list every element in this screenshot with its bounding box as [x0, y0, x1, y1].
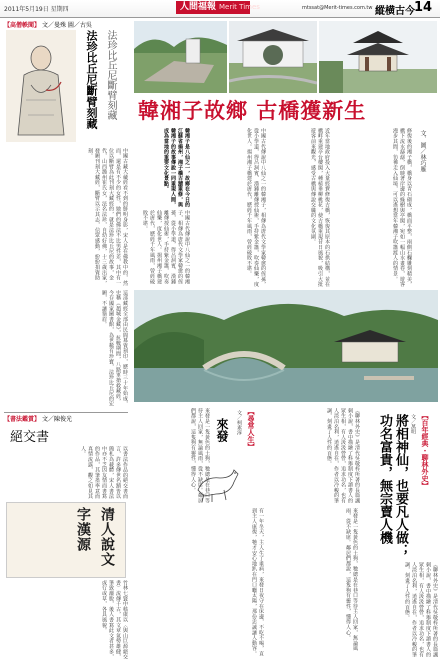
art-column-body-right: 中國古藏大蔵經看不到的鮮明身影，宋人是在佛教中的，然而，還是有不少的女性，她們的佛法不比男性差，其中有一位以斷臂為此刊刻大藏經的，就是法珍比丘尼的故事，金代，山西潞州崔氏女，法名法珍，自幼好佛，十三歲出家，發願刊刻大藏經，斷臂以示其志，信眾感動，紛紛捐資助刻。 — [87, 148, 128, 286]
book-column-byline: 文／陳俊光 — [41, 416, 72, 423]
book-column-body: 以書法作品的絕交書而言，許多傳世名蹟皆以簡札為載體，宋人書法中亦不乏因友情而書寫的作品，其筆墨率意而真情流露，觀之如見其人。 — [80, 446, 128, 499]
main-article-body-col2: 近年當地政府投入大量經費修復古橋，恢復其原本的石拱結構，並在橋畔重建亭台樓閣，種植垂柳桃花，使古橋重現昔日風貌，吸引大批遊客前來觀光，感受古橋與傳說交織的文化氛圍。 — [310, 128, 330, 287]
photo-pavilion — [319, 21, 437, 93]
book-column-tag: 【書法鑑賞】 — [4, 416, 41, 423]
tale-body: 來發是一隻黃色的土狗，牠總是在巷口等待主人回家，無論風雨，從不缺席。鄰居們都說，這隻狗有靈性，懂得人心。 — [190, 408, 210, 504]
calligraphy-text: 清人說文字漢源 — [75, 507, 115, 567]
photo-garden-bridge — [134, 21, 227, 93]
section-title: 縱横古今 — [375, 6, 415, 17]
photo-xiangzi-bridge — [134, 290, 438, 402]
tale-tag: 【尋常人生】 — [247, 408, 256, 450]
nun-painting — [6, 30, 76, 142]
main-article-body-col4: 中國古代傳說中八仙之一的韓湘子，相傳為唐代文學家韓愈的侄孫，從小學道，得呂洞賓、漢鍾離傳授仙術，手持紫金簫，吹奏仙樂，度化世人。揚州湘子橋建於唐代，歷經千年風雨，曾經破敗不堪。 — [142, 210, 190, 285]
left-column-divider — [4, 412, 128, 413]
main-article-body-col1: 中國古代傳說中八仙之一的韓湘子，相傳為唐代文學家韓愈的侄孫，從小學道，得呂洞賓、漢鍾離傳授仙術，手持紫金簫，吹奏仙樂，度化世人。揚州湘子橋建於唐代，歷經千年風雨，曾經破敗不堪。 — [246, 128, 266, 287]
tale-body-3: 來發是一隻黃色的土狗，牠總是在巷口等待主人回家，無論風雨，從不缺席。鄰居們都說，這隻狗有靈性，懂得人心。 — [345, 508, 358, 652]
main-headline: 韓湘子故鄉 古橋獲新生 — [138, 99, 367, 123]
main-article-byline: 文、圖／林巧雁 — [419, 130, 426, 172]
art-column-subtitle — [104, 30, 118, 140]
logo-en: Merit Times — [219, 3, 260, 11]
newspaper-logo — [176, 1, 260, 14]
tale-body-2: 有一年冬天，主人生了重病，來發日夜守在床邊，不吃不喝，直到主人康復，牠才安心地趴在門口曬太陽，那份忠誠讓人動容。 — [251, 508, 264, 657]
art-column-header — [4, 20, 92, 29]
fable-byline: 文／萬明 — [410, 414, 416, 434]
art-column-title: 法珍比丘尼斷臂刻藏 — [85, 30, 98, 129]
main-article-body-col3: 修復後的湘子橋，橋身以青石砌成，橋面平整，兩側石欄雕刻精美，橋下流水潺潺，倒映著岸邊的綠樹與亭閣，宛如一幅山水畫卷，遊客漫步其間，彷彿走入仙境，可以遙想當年韓湘子吹簫渡人的情景。 — [392, 128, 412, 287]
art-column-byline: 文／曼殊 圖／古吳 — [41, 22, 92, 29]
main-article-intro: 韓湘子是八仙之一，故鄉在今日的江蘇省揚州，湘子橋古蹟重修，與韓湘子的故事傳說一同重現人間，成為當地的重要文化景點。 — [163, 128, 190, 208]
fable-body: 《聊林外史》是清代吳敬梓所著的長篇諷刺小說，書中描繪了科舉制度下讀書人的眾生相，有人汲汲營營，追求功名，也有人淡泊名利，逍遙自在，作者以冷峻的筆調，刻畫了人性的百態。 — [326, 408, 360, 504]
logo-zh: 人間福報 — [180, 2, 217, 12]
art-column-title-echo: 法珍比丘尼斷臂刻藏 — [105, 30, 116, 120]
page-number: 14 — [414, 0, 433, 15]
fable-title: 將相神仙，也要凡人做；功名富貴，無宗賣人機 — [377, 414, 408, 557]
tale-byline: 文／柯素淳 — [236, 410, 242, 435]
book-column-body-after: 竹林七賢中嵇康以〈與山巨源絕交書〉流傳千古，其文章氣勢雄健，筆致灑脫，後人書寫此文者甚多，或行或草，各具風貌。 — [101, 580, 128, 660]
art-column-body-left: 這部藏經全部由民間募資刻印，歷時三十年始成，史稱《趙城金藏》，抗戰期間，八路軍搶救藏經，今存國家圖書館，為世稀有珍寶，法珍比丘尼的宏願，不讓鬚眉。 — [101, 290, 128, 407]
book-column-title: 絕交書 — [10, 430, 50, 445]
photo-moon-gate — [229, 21, 317, 93]
book-column-header — [4, 414, 72, 423]
issue-date: 2011年5月19日 星期四 — [4, 6, 69, 13]
art-column-tag: 【高僧軼聞】 — [4, 22, 41, 29]
fable-tag: 【百年經典・聊林外史】 — [421, 412, 430, 489]
contact-email: mtssat@Merit-times.com.tw — [302, 5, 373, 11]
tale-title: 來發 — [215, 418, 229, 442]
fable-body-continued: 《聊林外史》是清代吳敬梓所著的長篇諷刺小說，書中描繪了科舉制度下讀書人的眾生相，有人汲汲營營，追求功名，也有人淡泊名利，逍遙自在，作者以冷峻的筆調，刻畫了人性的百態。 — [404, 562, 438, 658]
calligraphy-scroll — [6, 502, 126, 578]
